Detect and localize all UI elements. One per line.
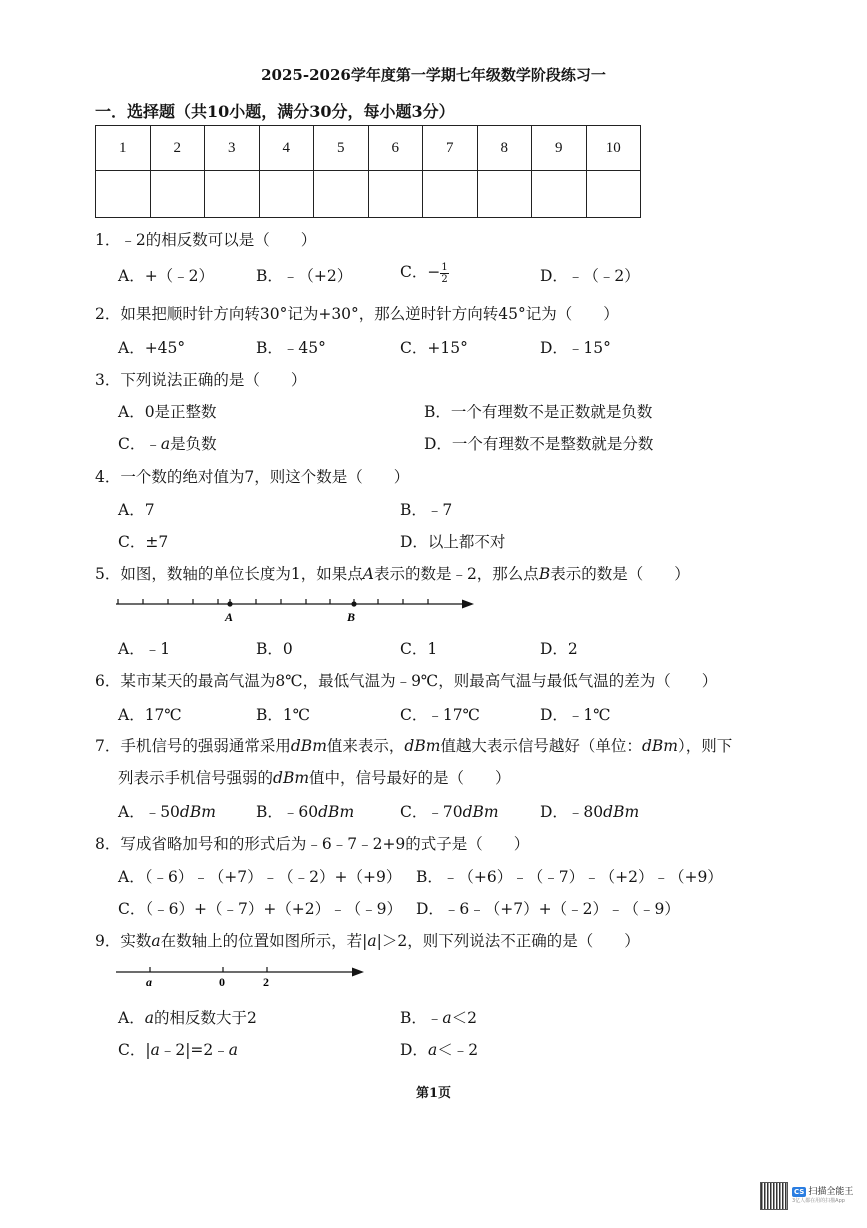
- q6-option-d: D．﹣1℃: [540, 706, 611, 724]
- q5-axis-arrow: [462, 600, 474, 609]
- q9-option-d: [400, 1038, 478, 1060]
- q5-option-c: C．1: [400, 640, 438, 658]
- question-8-stem: 8．写成省略加号和的形式后为﹣6﹣7﹣2+9的式子是（ ）: [95, 835, 530, 853]
- q9-option-b: [400, 1006, 477, 1028]
- question-1-stem: 1．﹣2的相反数可以是（ ）: [95, 231, 317, 249]
- q5-point-a: [227, 601, 232, 606]
- q1-option-d: D．﹣（﹣2）: [540, 267, 640, 285]
- q3-option-c-label: C．﹣: [118, 435, 161, 453]
- scanner-logo: [792, 1184, 853, 1197]
- q5-option-a: A．﹣1: [118, 640, 171, 658]
- q5-label-b: B: [347, 610, 356, 624]
- q9-axis-arrow: [352, 968, 364, 977]
- q8-option-c: C．（﹣6）+（﹣7）+（+2）﹣（﹣9）: [118, 900, 403, 918]
- q4-option-b: B．﹣7: [400, 501, 453, 519]
- q7-line2-part-1: 列表示手机信号强弱的: [118, 769, 274, 787]
- q3-option-b: B．一个有理数不是正数就是负数: [424, 403, 653, 421]
- q7-option-d: [540, 800, 639, 822]
- q5-var-b: B: [538, 565, 551, 583]
- q9-ticks: [150, 967, 267, 972]
- q5-number-line: [110, 590, 480, 626]
- q2-option-b: B．﹣45°: [256, 339, 326, 357]
- q5-stem-part-3: 表示的数是（ ）: [550, 565, 690, 583]
- answer-col-2: 2: [150, 126, 205, 171]
- q8-option-d: D．﹣6﹣（+7）+（﹣2）﹣（﹣9）: [416, 900, 680, 918]
- q7-option-c-value: C．﹣70: [400, 803, 463, 821]
- question-2-stem: 2．如果把顺时针方向转30°记为+30°，那么逆时针方向转45°记为（ ）: [95, 305, 619, 323]
- q5-option-b: B．0: [256, 640, 293, 658]
- q9-option-c-label: C．|: [118, 1041, 151, 1059]
- q9-stem-part-3: |＞2，则下列说法不正确的是（ ）: [376, 932, 640, 950]
- question-7-stem-line-2: [118, 766, 511, 788]
- answer-cell: [586, 171, 641, 218]
- q9-number-line: [110, 958, 370, 990]
- q7-option-a-unit: dBm: [179, 803, 216, 821]
- q5-var-a: A: [362, 565, 374, 583]
- q8-option-b: B．﹣（+6）﹣（﹣7）﹣（+2）﹣（+9）: [416, 868, 723, 886]
- q7-line1-part-2: 值来表示，: [326, 737, 405, 755]
- question-6-stem: 6．某市某天的最高气温为8℃，最低气温为﹣9℃，则最高气温与最低气温的差为（ ）: [95, 672, 718, 690]
- exam-title: 2025-2026学年度第一学期七年级数学阶段练习一: [261, 66, 606, 84]
- answer-col-8: 8: [477, 126, 532, 171]
- answer-cell: [96, 171, 151, 218]
- qr-code-icon: [760, 1182, 788, 1210]
- q1-fraction: [440, 262, 448, 285]
- q5-stem-part-1: 5．如图，数轴的单位长度为1，如果点: [95, 565, 363, 583]
- q9-label-a: a: [146, 975, 152, 989]
- q7-option-b-unit: dBm: [318, 803, 355, 821]
- question-9-stem: [95, 929, 640, 951]
- answer-col-7: 7: [423, 126, 478, 171]
- q7-option-b: [256, 800, 354, 822]
- q3-option-a: A．0是正整数: [118, 403, 217, 421]
- q7-line1-part-1: 7．手机信号的强弱通常采用: [95, 737, 291, 755]
- q9-option-b-var: a: [442, 1009, 452, 1027]
- q5-label-a: A: [225, 610, 234, 624]
- q2-option-c: C．+15°: [400, 339, 468, 357]
- q9-option-d-label: D．: [400, 1041, 428, 1059]
- scanner-name: 扫描全能王: [808, 1187, 854, 1197]
- page-number: 第1页: [415, 1086, 452, 1101]
- question-5-stem: [95, 562, 690, 584]
- q9-label-0: 0: [219, 975, 225, 989]
- q1-fraction-denominator: 2: [441, 273, 448, 285]
- q9-option-c-middle: ﹣2|=2﹣: [159, 1041, 229, 1059]
- answer-cell: [368, 171, 423, 218]
- answer-table-header-row: [96, 126, 641, 171]
- q6-option-a: A．17℃: [118, 706, 182, 724]
- q2-option-a: A．+45°: [118, 339, 186, 357]
- q8-option-a: A．（﹣6）﹣（+7）﹣（﹣2）+（+9）: [118, 868, 402, 886]
- question-7-stem-line-1: [95, 734, 732, 756]
- q3-option-c-var: a: [160, 435, 171, 453]
- q7-line1-part-4: ），则下: [677, 737, 733, 755]
- q9-option-a: [118, 1006, 257, 1028]
- q7-unit-4: dBm: [273, 769, 310, 787]
- q9-option-c-var-2: a: [228, 1041, 239, 1059]
- q7-option-a-value: A．﹣50: [118, 803, 180, 821]
- q9-option-b-label: B．﹣: [400, 1009, 443, 1027]
- answer-cell: [477, 171, 532, 218]
- q5-stem-part-2: 表示的数是﹣2，那么点: [373, 565, 539, 583]
- answer-col-4: 4: [259, 126, 314, 171]
- q1-fraction-numerator: 1: [441, 261, 448, 273]
- q7-option-c-unit: dBm: [462, 803, 499, 821]
- q9-stem-part-2: 在数轴上的位置如图所示，若|: [160, 932, 368, 950]
- q5-point-b: [351, 601, 356, 606]
- q4-option-d: D．以上都不对: [400, 533, 506, 551]
- answer-col-10: 10: [586, 126, 641, 171]
- q1-option-a: A．+（﹣2）: [118, 267, 215, 285]
- q7-option-c: [400, 800, 499, 822]
- answer-cell: [205, 171, 260, 218]
- q7-unit-1: dBm: [290, 737, 327, 755]
- q9-option-a-tail: 的相反数大于2: [153, 1009, 257, 1027]
- q4-option-a: A．7: [118, 501, 155, 519]
- q4-option-c: C．±7: [118, 533, 169, 551]
- q9-option-c-var-1: a: [150, 1041, 160, 1059]
- q9-option-c: [118, 1038, 238, 1060]
- q7-unit-3: dBm: [641, 737, 678, 755]
- answer-cell: [150, 171, 205, 218]
- scanner-subtitle: 3亿人都在用的扫描App: [792, 1198, 845, 1204]
- question-4-stem: 4．一个数的绝对值为7，则这个数是（ ）: [95, 468, 410, 486]
- q1-option-c-label: C．−: [400, 263, 441, 281]
- q7-option-d-value: D．﹣80: [540, 803, 604, 821]
- q7-line1-part-3: 值越大表示信号越好（单位：: [440, 737, 642, 755]
- q9-option-d-tail: ＜﹣2: [437, 1041, 479, 1059]
- answer-cell: [259, 171, 314, 218]
- section-heading: 一．选择题（共10小题，满分30分，每小题3分）: [95, 102, 455, 121]
- q2-option-d: D．﹣15°: [540, 339, 611, 357]
- q7-option-b-value: B．﹣60: [256, 803, 319, 821]
- q9-option-d-var: a: [427, 1041, 438, 1059]
- q7-line2-part-2: 值中，信号最好的是（ ）: [309, 769, 511, 787]
- q6-option-c: C．﹣17℃: [400, 706, 480, 724]
- q7-option-d-unit: dBm: [603, 803, 640, 821]
- answer-col-1: 1: [96, 126, 151, 171]
- q7-unit-2: dBm: [404, 737, 441, 755]
- answer-cell: [314, 171, 369, 218]
- q1-option-c: [400, 260, 449, 285]
- q9-stem-part-1: 9．实数: [95, 932, 152, 950]
- answer-col-6: 6: [368, 126, 423, 171]
- q9-option-a-label: A．: [118, 1009, 145, 1027]
- q5-option-d: D．2: [540, 640, 578, 658]
- answer-col-9: 9: [532, 126, 587, 171]
- answer-col-5: 5: [314, 126, 369, 171]
- q3-option-c: [118, 432, 217, 454]
- answer-col-3: 3: [205, 126, 260, 171]
- q6-option-b: B．1℃: [256, 706, 311, 724]
- q9-option-b-tail: ＜2: [451, 1009, 478, 1027]
- q9-option-a-var: a: [144, 1009, 154, 1027]
- q9-var-1: a: [151, 932, 161, 950]
- question-3-stem: 3．下列说法正确的是（ ）: [95, 371, 307, 389]
- answer-cell: [423, 171, 478, 218]
- q3-option-d: D．一个有理数不是整数就是分数: [424, 435, 654, 453]
- answer-table: [95, 125, 641, 218]
- answer-cell: [532, 171, 587, 218]
- q5-ticks: [118, 599, 428, 604]
- q9-label-2: 2: [263, 975, 269, 989]
- q1-option-b: B．﹣（+2）: [256, 267, 353, 285]
- q9-var-2: a: [367, 932, 377, 950]
- q7-option-a: [118, 800, 216, 822]
- scanner-badge: CS: [794, 1188, 805, 1196]
- q3-option-c-tail: 是负数: [170, 435, 217, 453]
- answer-blank-row: [96, 171, 641, 218]
